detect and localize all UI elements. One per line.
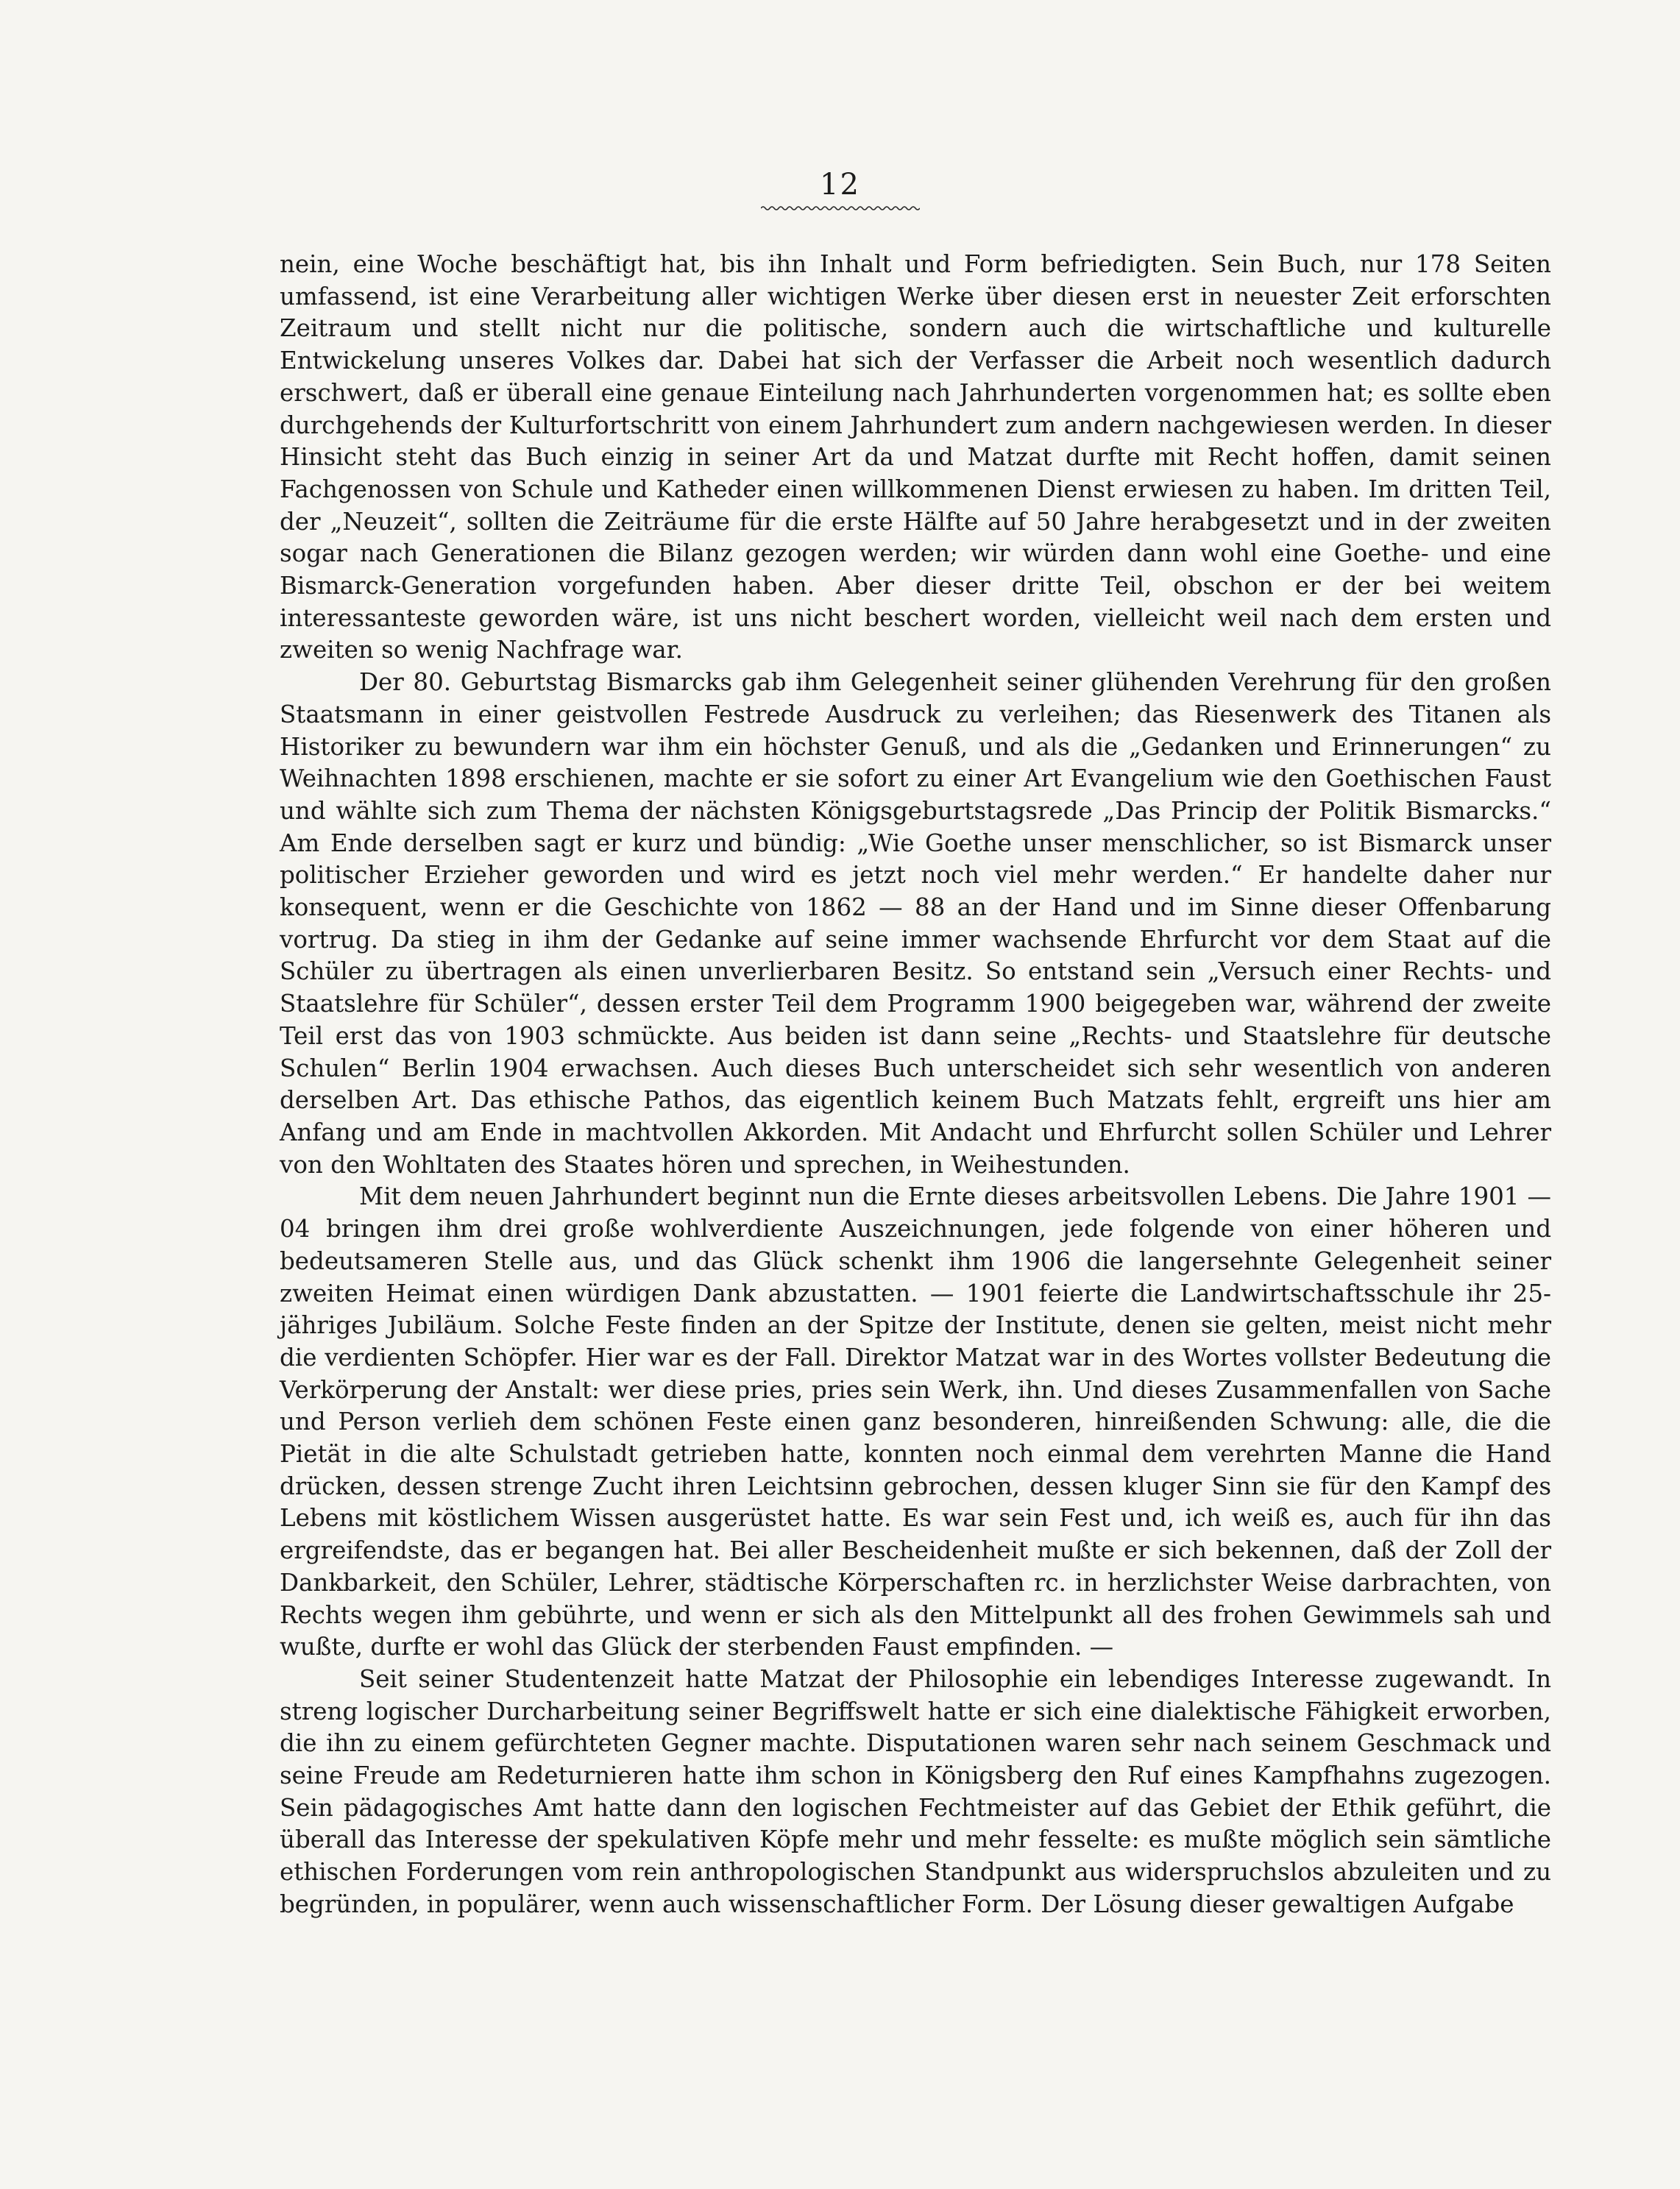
wavy-rule-ornament	[761, 205, 920, 212]
paragraph: nein, eine Woche beschäftigt hat, bis ihn Inhalt und Form befriedigten. Sein Buch, nur 178 Seiten umfassend, ist eine Verarbeitung aller wichtigen Werke über diesen erst in neuester Zeit erforschten Zeitraum und stellt nicht nur die politische, sondern auch die wirtschaftliche und kulturelle Entwickelung unseres Volkes dar. Dabei hat sich der Verfasser die Arbeit noch wesentlich dadurch erschwert, daß er überall eine genaue Einteilung nach Jahrhunderten vorgenommen hat; es sollte eben durchgehends der Kulturfortschritt von einem Jahrhundert zum andern nachgewiesen werden. In dieser Hinsicht steht das Buch einzig in seiner Art da und Matzat durfte mit Recht hoffen, damit seinen Fachgenossen von Schule und Katheder einen willkommenen Dienst erwiesen zu haben. Im dritten Teil, der „Neuzeit“, sollten die Zeiträume für die erste Hälfte auf 50 Jahre herabgesetzt und in der zweiten sogar nach Generationen die Bilanz gezogen werden; wir würden dann wohl eine Goethe- und eine Bismarck-Generation vorgefunden haben. Aber dieser dritte Teil, obschon er der bei weitem interessanteste geworden wäre, ist uns nicht beschert worden, vielleicht weil nach dem ersten und zweiten so wenig Nachfrage war.	[280, 250, 1551, 664]
page-number: 12	[820, 168, 860, 202]
page-header	[0, 168, 1680, 212]
paragraph: Der 80. Geburtstag Bismarcks gab ihm Gelegenheit seiner glühenden Verehrung für den großen Staatsmann in einer geistvollen Festrede Ausdruck zu verleihen; das Riesenwerk des Titanen als Historiker zu bewundern war ihm ein höchster Genuß, und als die „Gedanken und Erinnerungen“ zu Weihnachten 1898 erschienen, machte er sie sofort zu einer Art Evangelium wie den Goethischen Faust und wählte sich zum Thema der nächsten Königsgeburtstagsrede „Das Princip der Politik Bismarcks.“ Am Ende derselben sagt er kurz und bündig: „Wie Goethe unser menschlicher, so ist Bismarck unser politischer Erzieher geworden und wird es jetzt noch viel mehr werden.“ Er handelte daher nur konsequent, wenn er die Geschichte von 1862 — 88 an der Hand und im Sinne dieser Offenbarung vortrug. Da stieg in ihm der Gedanke auf seine immer wachsende Ehrfurcht vor dem Staat auf die Schüler zu übertragen als einen unverlierbaren Besitz. So entstand sein „Versuch einer Rechts- und Staatslehre für Schüler“, dessen erster Teil dem Programm 1900 beigegeben war, während der zweite Teil erst das von 1903 schmückte. Aus beiden ist dann seine „Rechts- und Staatslehre für deutsche Schulen“ Berlin 1904 erwachsen. Auch dieses Buch unterscheidet sich sehr wesentlich von anderen derselben Art. Das ethische Pathos, das eigentlich keinem Buch Matzats fehlt, ergreift uns hier am Anfang und am Ende in machtvollen Akkorden. Mit Andacht und Ehrfurcht sollen Schüler und Lehrer von den Wohltaten des Staates hören und sprechen, in Weihestunden.	[280, 668, 1551, 1179]
body-text	[280, 249, 1551, 1921]
paragraph: Mit dem neuen Jahrhundert beginnt nun die Ernte dieses arbeitsvollen Lebens. Die Jahre 1901 — 04 bringen ihm drei große wohlverdiente Auszeichnungen, jede folgende von einer höheren und bedeutsameren Stelle aus, und das Glück schenkt ihm 1906 die langersehnte Gelegenheit seiner zweiten Heimat einen würdigen Dank abzustatten. — 1901 feierte die Landwirtschaftsschule ihr 25-jähriges Jubiläum. Solche Feste finden an der Spitze der Institute, denen sie gelten, meist nicht mehr die verdienten Schöpfer. Hier war es der Fall. Direktor Matzat war in des Wortes vollster Bedeutung die Verkörperung der Anstalt: wer diese pries, pries sein Werk, ihn. Und dieses Zusammenfallen von Sache und Person verlieh dem schönen Feste einen ganz besonderen, hinreißenden Schwung: alle, die die Pietät in die alte Schulstadt getrieben hatte, konnten noch einmal dem verehrten Manne die Hand drücken, dessen strenge Zucht ihren Leichtsinn gebrochen, dessen kluger Sinn sie für den Kampf des Lebens mit köstlichem Wissen ausgerüstet hatte. Es war sein Fest und, ich weiß es, auch für ihn das ergreifendste, das er begangen hat. Bei aller Bescheidenheit mußte er sich bekennen, daß der Zoll der Dankbarkeit, den Schüler, Lehrer, städtische Körperschaften rc. in herzlichster Weise darbrachten, von Rechts wegen ihm gebührte, und wenn er sich als den Mittelpunkt all des frohen Gewimmels sah und wußte, durfte er wohl das Glück der sterbenden Faust empfinden. —	[280, 1182, 1551, 1661]
paragraph: Seit seiner Studentenzeit hatte Matzat der Philosophie ein lebendiges Interesse zugewandt. In streng logischer Durcharbeitung seiner Begriffswelt hatte er sich eine dialektische Fähigkeit erworben, die ihn zu einem gefürchteten Gegner machte. Disputationen waren sehr nach seinem Geschmack und seine Freude am Redeturnieren hatte ihm schon in Königsberg den Ruf eines Kampfhahns zugezogen. Sein pädagogisches Amt hatte dann den logischen Fechtmeister auf das Gebiet der Ethik geführt, die überall das Interesse der spekulativen Köpfe mehr und mehr fesselte: es mußte möglich sein sämtliche ethischen Forderungen vom rein anthropologischen Standpunkt aus widerspruchslos abzuleiten und zu begründen, in populärer, wenn auch wissenschaftlicher Form. Der Lösung dieser gewaltigen Aufgabe	[280, 1664, 1551, 1918]
wavy-line-icon	[761, 205, 920, 212]
